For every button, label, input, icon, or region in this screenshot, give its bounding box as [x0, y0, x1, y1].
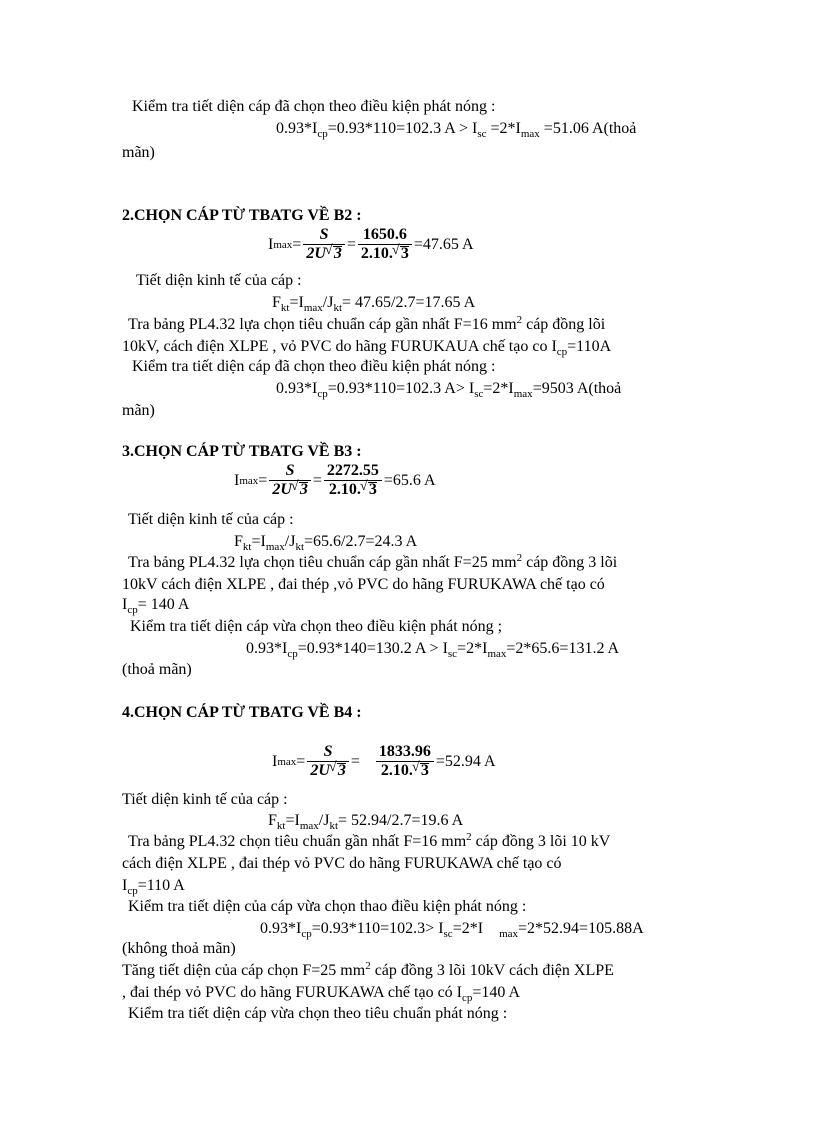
check-result: (không thoả mãn): [122, 940, 236, 957]
final-check-line: Kiểm tra tiết diện cáp vừa chọn theo tiêu chuẩn phát nóng :: [128, 1005, 508, 1022]
cable-current-line: $I_{cp}=110$ A: [122, 877, 185, 897]
section-heading-b3: 3.CHỌN CÁP TỪ TBATG VỀ B3 :: [122, 443, 362, 460]
check-formula: $0.93*I_{cp}=0.93*110=102.3$ $A> I_{sc}=2*I_{max}=9503$ A(thoả: [276, 380, 622, 400]
check-result: mãn): [122, 144, 155, 161]
imax-equation-b4: I max = $\frac{S}{2U√ 3}$ = $\frac{1833.96}{2.10.√ 3}$ =52.94 A: [272, 743, 496, 780]
fkt-formula: $F_{kt}=I_{max}/J_{kt}= 52.94/2.7=19.6$ A: [268, 812, 464, 832]
check-line: Kiểm tra tiết diện cáp đã chọn theo điều kiện phát nóng :: [132, 98, 496, 115]
cable-spec-line: 10kV, cách điện XLPE , vỏ PVC do hãng FURUKAUA chế tạo co $I_{cp}=110A$: [122, 338, 612, 358]
economic-section-label: Tiết diện kinh tế của cáp :: [122, 791, 288, 808]
increase-section-line: Tăng tiết diện của cáp chọn F=25 $mm^2$ cáp đồng 3 lõi 10kV cách điện XLPE: [122, 960, 614, 979]
cable-current-line: $I_{cp}= 140$ A: [122, 596, 190, 616]
cable-spec-line: cách điện XLPE , đai thép vỏ PVC do hãng FURUKAWA chế tạo có: [122, 855, 562, 872]
check-line: Kiểm tra tiết diện cáp vừa chọn theo điều kiện phát nóng ;: [130, 618, 503, 635]
check-formula: $0.93*I_{cp}=0.93*110=102.3> I_{sc}=2*I$ $_{max}$=2*52.94=105.88A: [260, 920, 644, 940]
increase-spec-line: , đai thép vỏ PVC do hãng FURUKAWA chế tạo có $I_{cp}=140$ A: [122, 984, 521, 1004]
check-result: (thoả mãn): [122, 661, 192, 678]
table-lookup-line: Tra bảng PL4.32 lựa chọn tiêu chuẩn cáp gần nhất F=25 $mm^2$ cáp đồng 3 lõi: [128, 552, 618, 571]
check-formula: $0.93*I_{cp}=0.93*110=102.3$ $A > I_{sc} =2*I_{max} =51.06$ A(thoả: [276, 120, 637, 140]
section-heading-b2: 2.CHỌN CÁP TỪ TBATG VỀ B2 :: [122, 207, 362, 224]
table-lookup-line: Tra bảng PL4.32 chọn tiêu chuẩn gần nhất F=16 $mm^2$ cáp đồng 3 lõi 10 kV: [128, 831, 611, 850]
table-lookup-line: Tra bảng PL4.32 lựa chọn tiêu chuẩn cáp gần nhất F=16 $mm^2$ cáp đồng lõi: [128, 314, 606, 333]
section-heading-b4: 4.CHỌN CÁP TỪ TBATG VỀ B4 :: [122, 704, 362, 721]
economic-section-label: Tiết diện kinh tế của cáp :: [136, 272, 302, 289]
check-formula: $0.93*I_{cp}=0.93*140=130.2$ $A > I_{sc}=2*I_{max}=2*65.6=131.2$ A: [246, 640, 620, 660]
check-line: Kiểm tra tiết diện cáp đã chọn theo điều kiện phát nóng :: [132, 358, 496, 375]
imax-equation-b3: I max = $\frac{S}{2U√ 3}$ = $\frac{2272.55}{2.10.√ 3}$ =65.6 A: [234, 462, 436, 499]
imax-equation-b2: I max = $\frac{S}{2U√ 3}$ = $\frac{1650.6}{2.10.√ 3}$ =47.65 A: [268, 226, 474, 263]
economic-section-label: Tiết diện kinh tế của cáp :: [128, 511, 294, 528]
cable-spec-line: 10kV cách điện XLPE , đai thép ,vỏ PVC do hãng FURUKAWA chế tạo có: [122, 576, 605, 593]
check-line: Kiểm tra tiết diện của cáp vừa chọn thao điều kiện phát nóng :: [128, 898, 527, 915]
fkt-formula: $F_{kt}=I_{max}/J_{kt}= 47.65/2.7=17.65$ A: [272, 294, 476, 314]
fkt-formula: $F_{kt}=I_{max}/J_{kt}=65.6/2.7=24.3$ A: [234, 533, 418, 553]
check-result: mãn): [122, 402, 155, 419]
